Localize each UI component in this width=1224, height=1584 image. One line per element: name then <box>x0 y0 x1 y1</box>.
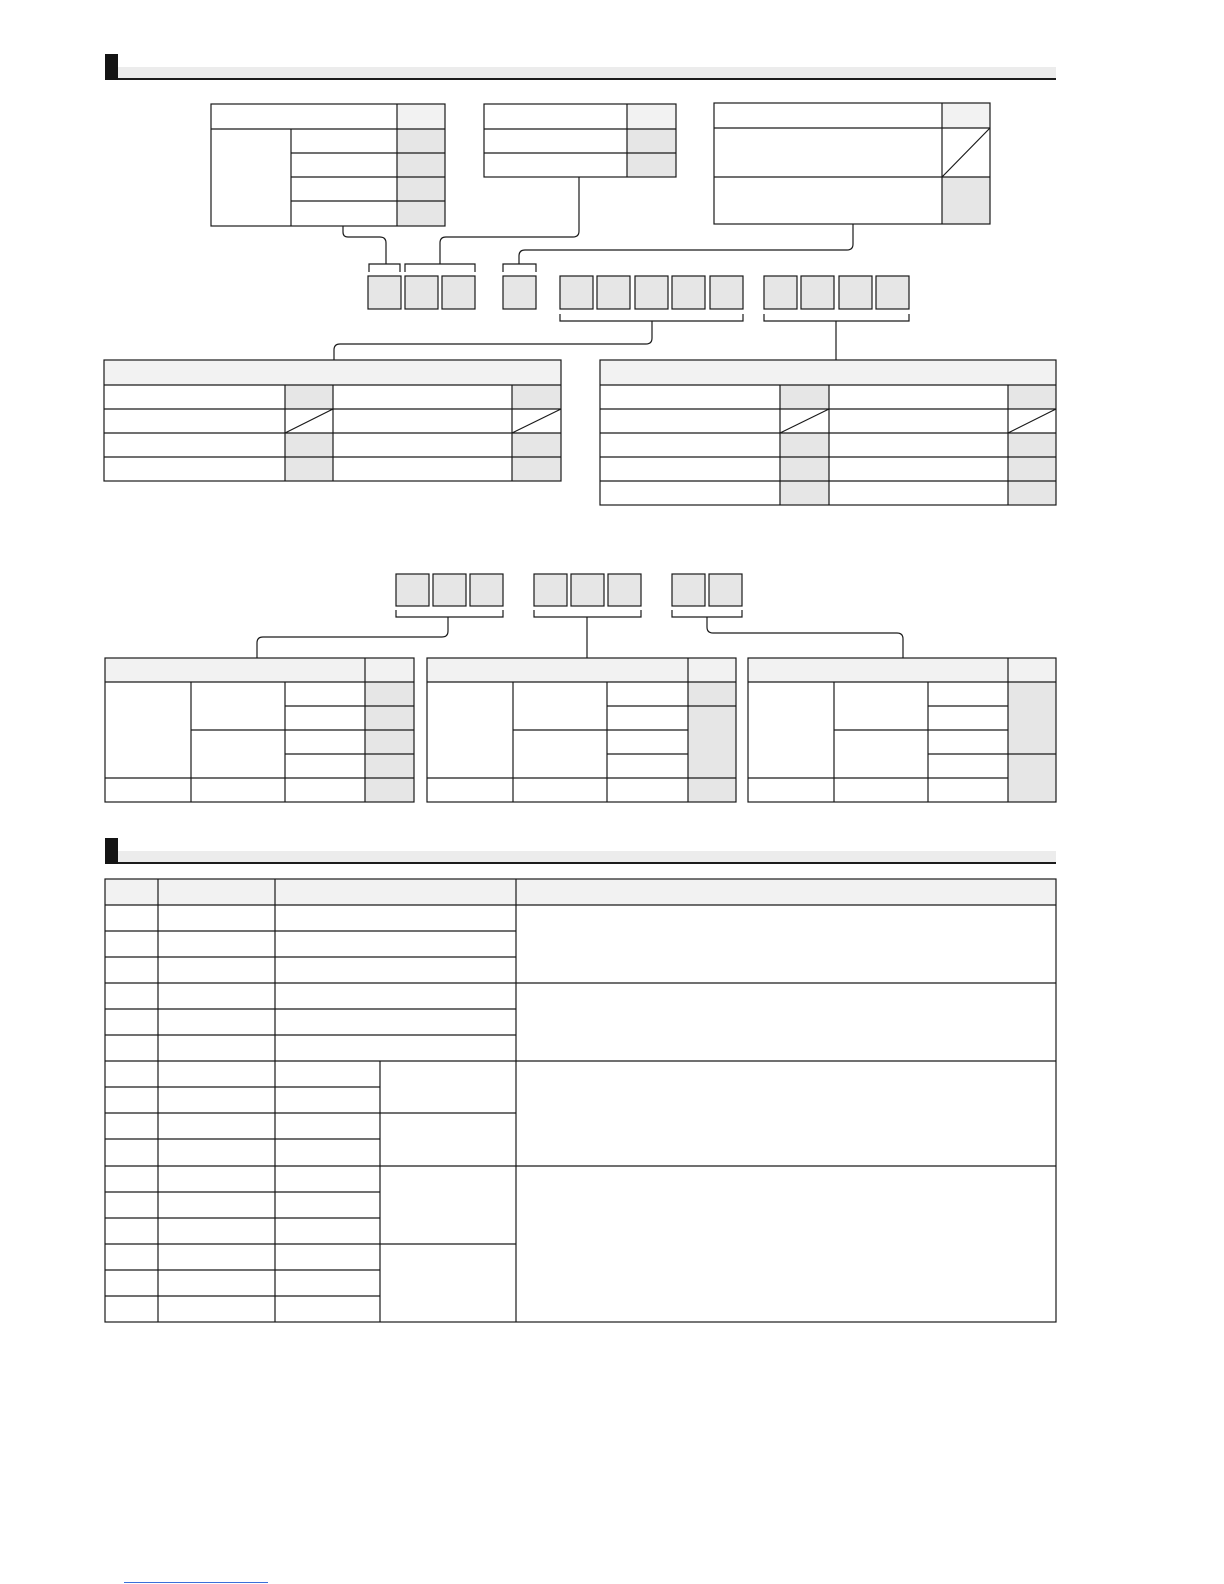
code-brackets-top <box>369 264 536 272</box>
code-brackets-row-2 <box>257 610 903 658</box>
legend-table-2 <box>484 104 676 177</box>
legend-table-1 <box>211 104 445 226</box>
option-table-right <box>600 360 1056 505</box>
detail-table-c <box>748 658 1056 802</box>
code-boxes-row-1 <box>368 276 909 309</box>
code-brackets-bottom <box>334 314 909 360</box>
detail-table-a <box>105 658 414 802</box>
footer-link-underline[interactable] <box>124 1582 268 1583</box>
detail-table-b <box>427 658 736 802</box>
legend-table-3 <box>714 103 990 224</box>
option-table-left <box>104 360 561 481</box>
code-boxes-row-2 <box>396 574 742 606</box>
ordering-table <box>105 879 1056 1322</box>
